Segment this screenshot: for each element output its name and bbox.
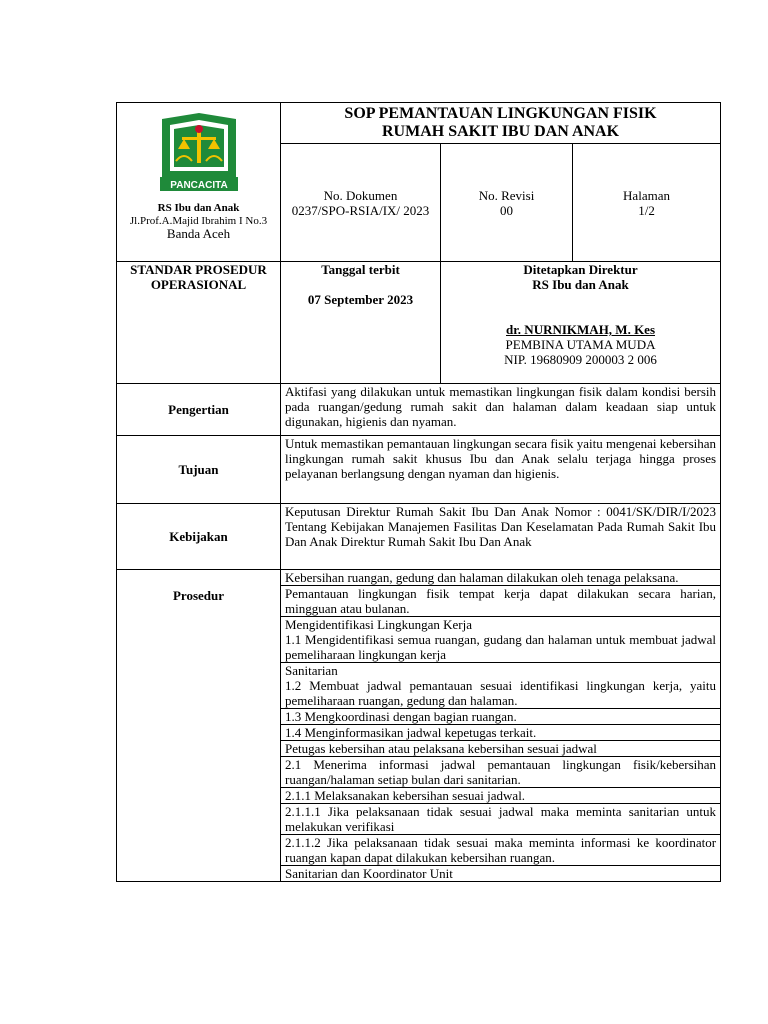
prosedur-step: Pemantauan lingkungan fisik tempat kerja dapat dilakukan secara harian, mingguan atau bulanan. [281,586,720,617]
sop-label-2: OPERASIONAL [150,277,247,292]
doc-number-cell [281,144,441,262]
sop-document [116,102,720,882]
revision-value: 00 [500,202,513,218]
prosedur-step-heading: Mengidentifikasi Lingkungan Kerja [285,617,473,632]
hospital-address: Jl.Prof.A.Majid Ibrahim I No.3 [129,215,268,227]
sop-label-1: STANDAR PROSEDUR [130,262,267,277]
prosedur-step: Sanitarian dan Koordinator Unit [285,866,453,881]
hospital-logo-icon [154,111,244,197]
doc-number-label: No. Dokumen [323,187,398,203]
prosedur-step-heading: Sanitarian [285,663,338,678]
prosedur-step [281,617,720,663]
sop-title [281,103,721,144]
logo-text: PANCACITA [169,180,228,191]
doc-number-value: 0237/SPO-RSIA/IX/ 2023 [291,202,430,218]
signer-name: dr. NURNIKMAH, M. Kes [506,322,656,337]
hospital-name: RS Ibu dan Anak [157,202,240,214]
prosedur-steps [281,570,721,882]
prosedur-step: 2.1.1.1 Jika pelaksanaan tidak sesuai jadwal maka meminta sanitarian untuk melakukan verifikasi [281,804,720,835]
revision-label: No. Revisi [478,187,535,203]
signer-nip: NIP. 19680909 200003 2 006 [504,352,657,367]
issue-label: Tanggal terbit [321,262,400,277]
hospital-city: Banda Aceh [166,226,231,241]
prosedur-step: 2.1 Menerima informasi jadwal pemantauan lingkungan fisik/kebersihan ruangan/halaman setiap bulan dari sanitarian. [281,757,720,788]
prosedur-substep: 1.2 Membuat jadwal pemantauan sesuai identifikasi lingkungan kerja, yaitu pemeliharaan ruangan, gedung dan halaman. [285,678,717,708]
sop-table [116,102,721,882]
kebijakan-text: Keputusan Direktur Rumah Sakit Ibu Dan Anak Nomor : 0041/SK/DIR/I/2023 Tentang Kebijakan Manajemen Fasilitas Dan Keselamatan Pada Rumah Sakit Ibu Dan Anak Direktur Rumah Sakit Ibu Dan Anak [281,504,721,570]
set-by-2: RS Ibu dan Anak [532,277,629,292]
title-line-2: RUMAH SAKIT IBU DAN ANAK [381,123,620,140]
prosedur-step [281,663,720,709]
prosedur-substep: 1.1 Mengidentifikasi semua ruangan, gudang dan halaman untuk membuat jadwal pemeliharaan lingkungan kerja [285,632,717,662]
tujuan-text: Untuk memastikan pemantauan lingkungan secara fisik yaitu mengenai kebersihan lingkungan rumah sakit khusus Ibu dan Anak selalu terjaga hingga proses pelayanan berlangsung dengan nyaman dan higienis. [281,436,721,504]
prosedur-label: Prosedur [117,570,281,882]
prosedur-step: 1.4 Menginformasikan jadwal kepetugas terkait. [281,725,720,741]
sop-label-cell [117,262,281,384]
tujuan-label: Tujuan [117,436,281,504]
kebijakan-label: Kebijakan [117,504,281,570]
title-line-1: SOP PEMANTAUAN LINGKUNGAN FISIK [344,105,657,122]
approval-cell [441,262,721,384]
signer-rank: PEMBINA UTAMA MUDA [505,337,656,352]
set-by-1: Ditetapkan Direktur [523,262,638,277]
prosedur-step: 2.1.1.2 Jika pelaksanaan tidak sesuai maka meminta informasi ke koordinator ruangan kapan dapat dilakukan kebersihan ruangan. [281,835,720,866]
logo-cell [117,103,281,262]
issue-date: 07 September 2023 [307,292,414,307]
revision-cell [441,144,573,262]
page-value: 1/2 [638,202,655,218]
prosedur-step: Kebersihan ruangan, gedung dan halaman dilakukan oleh tenaga pelaksana. [281,570,720,586]
prosedur-step: 2.1.1 Melaksanakan kebersihan sesuai jadwal. [281,788,720,804]
issue-date-cell [281,262,441,384]
page-cell [573,144,721,262]
page-label: Halaman [623,187,670,203]
pengertian-text: Aktifasi yang dilakukan untuk memastikan lingkungan fisik dalam kondisi bersih pada ruangan/gedung rumah sakit dan halaman dalam keadaan siap untuk digunakan, higienis dan nyaman. [281,384,721,436]
prosedur-table [281,570,720,881]
prosedur-step: 1.3 Mengkoordinasi dengan bagian ruangan. [281,709,720,725]
prosedur-step: Petugas kebersihan atau pelaksana kebersihan sesuai jadwal [281,741,720,757]
pengertian-label: Pengertian [117,384,281,436]
